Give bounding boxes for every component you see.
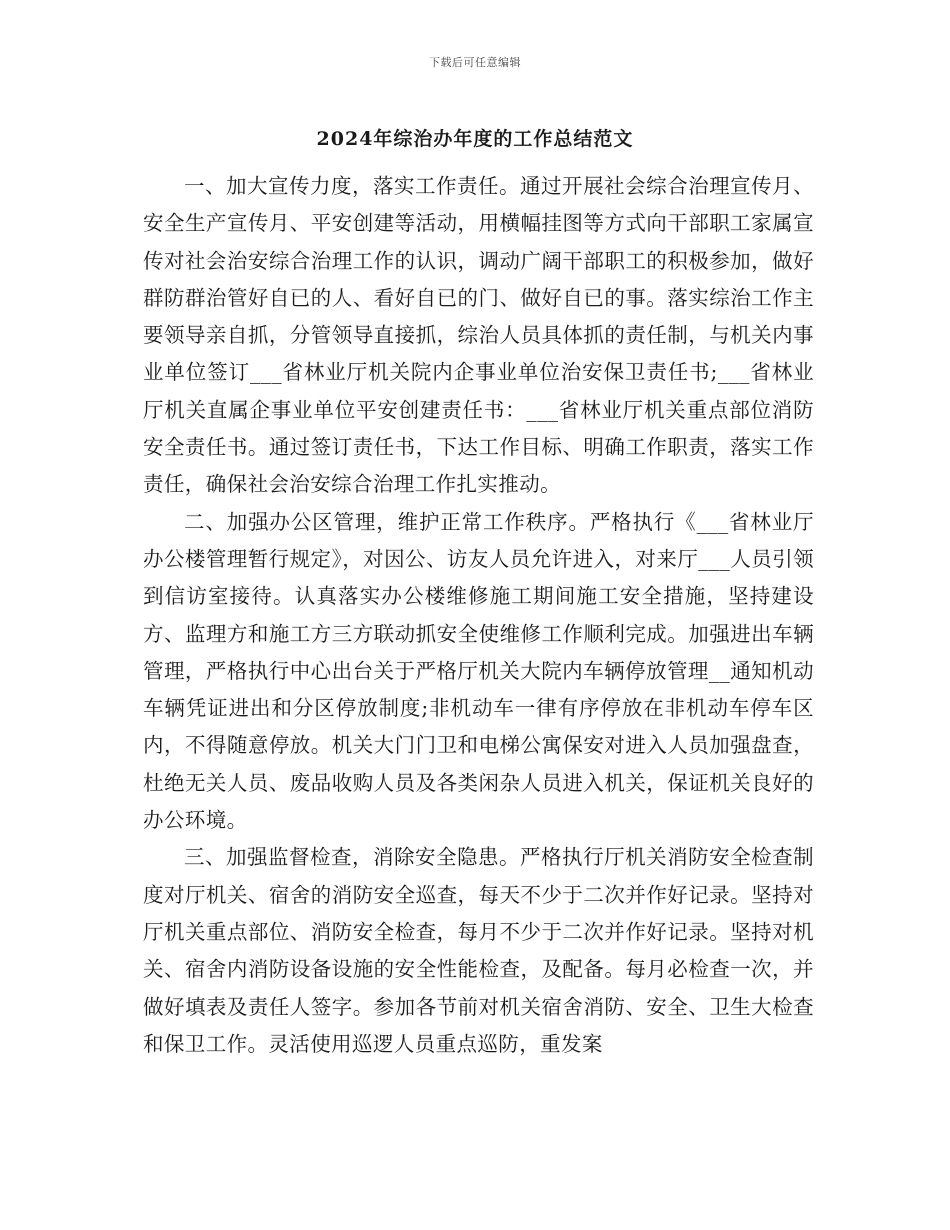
- paragraph-1: 一、加大宣传力度，落实工作责任。通过开展社会综合治理宣传月、安全生产宣传月、平安创建等活动，用横幅挂图等方式向干部职工家属宣传对社会治安综合治理工作的认识，调动广阔干部职工的积极参加，做好群防群治管好自已的人、看好自已的门、做好自已的事。落实综治工作主要领导亲自抓，分管领导直接抓，综治人员具体抓的责任制，与机关内事业单位签订___省林业厅机关院内企事业单位治安保卫责任书;___省林业厅机关直属企事业单位平安创建责任书：___省林业厅机关重点部位消防安全责任书。通过签订责任书，下达工作目标、明确工作职责，落实工作责任，确保社会治安综合治理工作扎实推动。: [143, 174, 814, 497]
- paragraph-2: 二、加强办公区管理，维护正常工作秩序。严格执行《___省林业厅办公楼管理暂行规定》，对因公、访友人员允许进入，对来厅___人员引领到信访室接待。认真落实办公楼维修施工期间施工安全措施，坚持建设方、监理方和施工方三方联动抓安全使维修工作顺利完成。加强进出车辆管理，严格执行中心出台关于严格厅机关大院内车辆停放管理__通知机动车辆凭证进出和分区停放制度;非机动车一律有序停放在非机动车停车区内，不得随意停放。机关大门门卫和电梯公寓保安对进入人员加强盘查，杜绝无关人员、废品收购人员及各类闲杂人员进入机关，保证机关良好的办公环境。: [143, 509, 814, 833]
- document-title: 2024年综治办年度的工作总结范文: [316, 128, 634, 150]
- document-body: [143, 168, 814, 1063]
- header-note: 下载后可任意编辑: [429, 56, 521, 69]
- paragraph-3: 三、加强监督检查，消除安全隐患。严格执行厅机关消防安全检查制度对厅机关、宿舍的消防安全巡查，每天不少于二次并作好记录。坚持对厅机关重点部位、消防安全检查，每月不少于二次并作好记录。坚持对机关、宿舍内消防设备设施的安全性能检查，及配备。每月必检查一次，并做好填表及责任人签字。参加各节前对机关宿舍消防、安全、卫生大检查和保卫工作。灵活使用巡逻人员重点巡防，重发案: [143, 845, 814, 1056]
